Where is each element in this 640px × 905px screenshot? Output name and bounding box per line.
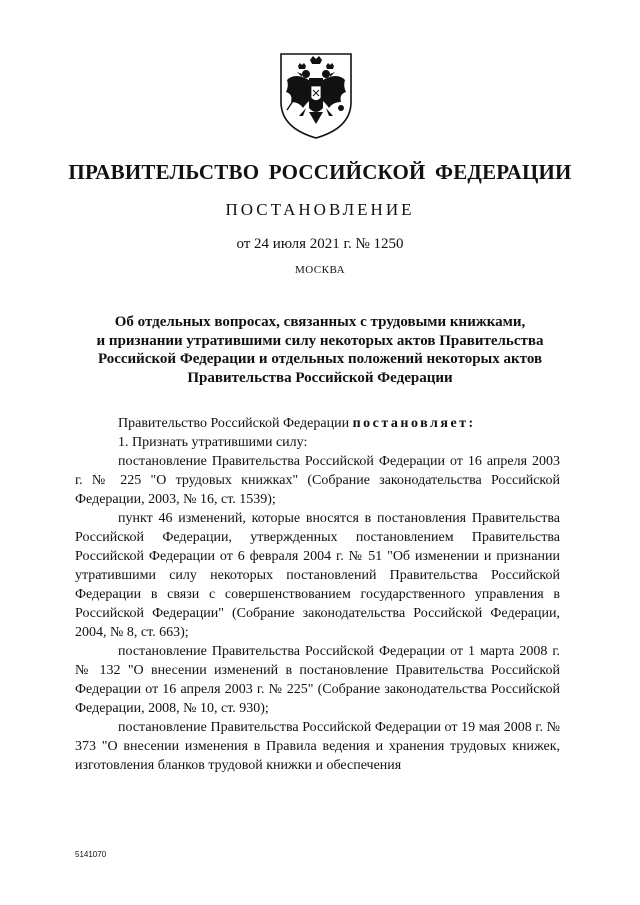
document-body bbox=[75, 414, 560, 775]
body-paragraph: постановление Правительства Российской Федерации от 19 мая 2008 г. № 373 "О внесении изменения в Правила ведения и хранения трудовых книжек, изготовления бланков трудовой книжки и обеспечения bbox=[75, 720, 560, 773]
intro-prefix: Правительство Российской Федерации bbox=[118, 416, 353, 431]
body-paragraph: постановление Правительства Российской Федерации от 16 апреля 2003 г. № 225 "О трудовых книжках" (Собрание законодательства Российской Федерации, 2003, № 16, ст. 1539); bbox=[75, 454, 560, 507]
city: МОСКВА bbox=[294, 264, 346, 276]
body-paragraph: постановление Правительства Российской Федерации от 1 марта 2008 г. № 132 "О внесении изменений в постановление Правительства Российской Федерации от 16 апреля 2003 г. № 225" (Собрание законодательства Российской Федерации, 2008, № 10, ст. 930); bbox=[75, 644, 560, 716]
subject-line: Российской Федерации и отдельных положений некоторых актов bbox=[97, 351, 543, 367]
coat-of-arms-icon bbox=[273, 50, 359, 140]
document-subject bbox=[60, 313, 580, 387]
body-paragraph: пункт 46 изменений, которые вносятся в постановления Правительства Российской Федерации, утвержденных постановлением Правительства Российской Федерации от 6 февраля 2004 г. № 51 "Об изменении и признании утратившими силу некоторых постановлений Правительства Российской Федерации в связи с совершенствованием государственного управления в Российской Федерации" (Собрание законодательства Российской Федерации, 2004, № 8, ст. 663); bbox=[75, 511, 560, 640]
document-type: ПОСТАНОВЛЕНИЕ bbox=[225, 200, 415, 219]
intro-paragraph bbox=[75, 414, 560, 433]
subject-line: Правительства Российской Федерации bbox=[187, 369, 453, 386]
body-paragraph: 1. Признать утратившими силу: bbox=[118, 435, 308, 450]
subject-line: Об отдельных вопросах, связанных с трудовыми книжками, bbox=[114, 314, 526, 330]
subject-line: и признании утратившими силу некоторых актов Правительства bbox=[96, 332, 544, 349]
date-and-number: от 24 июля 2021 г. № 1250 bbox=[236, 236, 404, 252]
government-title: ПРАВИТЕЛЬСТВО РОССИЙСКОЙ ФЕДЕРАЦИИ bbox=[68, 160, 572, 184]
document-code: 5141070 bbox=[75, 850, 107, 859]
resolves-emphasis: постановляет: bbox=[352, 416, 476, 431]
